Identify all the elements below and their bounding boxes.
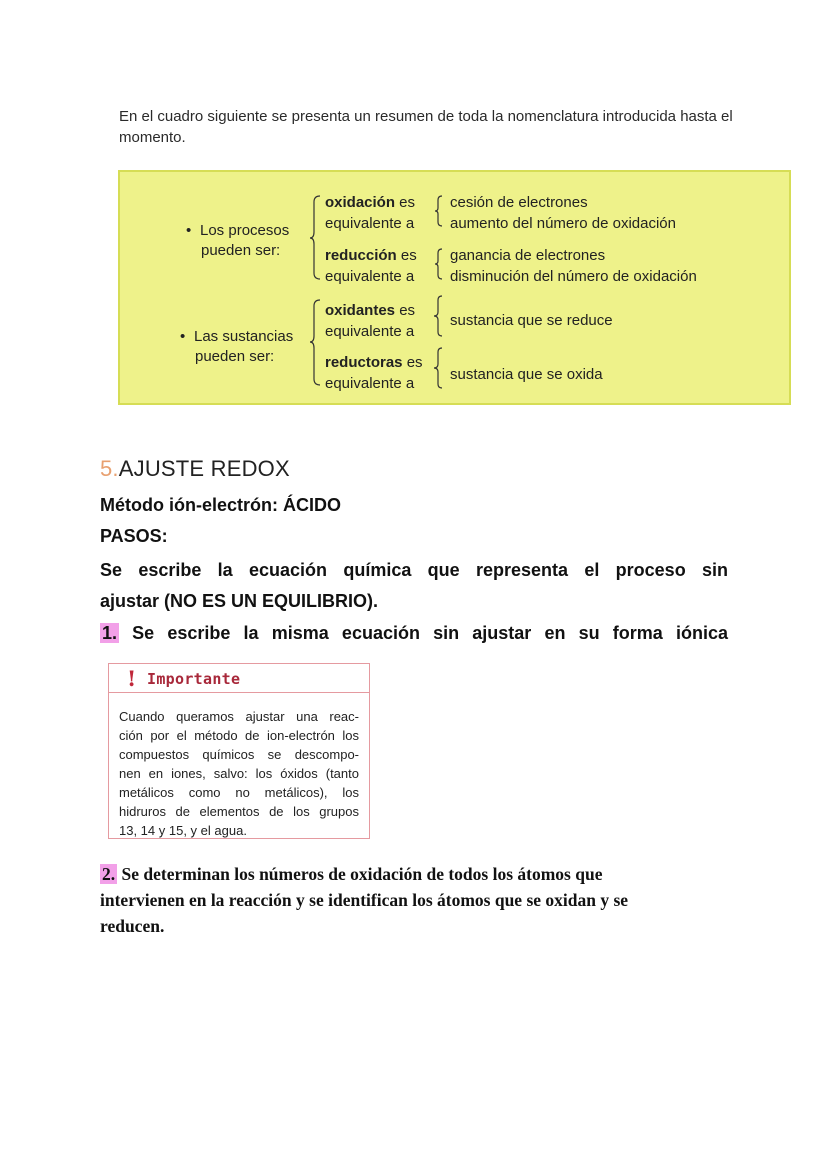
oxidant-definition: sustancia que se reduce <box>450 312 613 329</box>
reduction-definition <box>450 245 697 287</box>
method-heading: Método ión-electrón: ÁCIDO <box>100 495 341 515</box>
important-line: 13, 14 y 15, y el agua. <box>119 823 247 838</box>
substances-label-line: Las sustancias <box>194 328 294 345</box>
oxidation-word: oxidación <box>325 194 396 211</box>
substances-label-line: pueden ser: <box>195 348 275 365</box>
processes-label <box>186 221 290 261</box>
reduction-def-line: disminución del número de oxidación <box>450 268 697 285</box>
important-note-box <box>108 663 370 839</box>
section-title-text: AJUSTE REDOX <box>118 456 290 481</box>
nomenclature-summary-box <box>118 170 791 405</box>
important-line: hidruros de elementos de los grupos <box>119 804 359 819</box>
important-line: Cuando queramos ajustar una reac- <box>119 709 359 724</box>
important-header <box>109 664 369 693</box>
important-line: compuestos químicos se descompo- <box>119 747 359 762</box>
step0-line: Se escribe la ecuación química que representa el proceso sin <box>100 560 728 580</box>
step2-number: 2. <box>102 864 116 884</box>
intro-line: En el cuadro siguiente se presenta un resumen de toda la nomenclatura introducida hasta el <box>119 108 733 125</box>
oxidant-equiv: equivalente a <box>325 323 415 340</box>
brace-oxidant-def <box>434 296 442 336</box>
step2-paragraph <box>100 861 700 939</box>
oxidation-def-line: aumento del número de oxidación <box>450 215 676 232</box>
step1-number: 1. <box>102 623 118 643</box>
important-line: nen en iones, salvo: los óxidos (tanto <box>119 766 359 781</box>
reducer-definition: sustancia que se oxida <box>450 366 603 383</box>
exclamation-icon: ! <box>127 666 137 691</box>
intro-paragraph <box>119 106 809 148</box>
important-body <box>119 707 359 840</box>
oxidation-definition <box>450 192 676 234</box>
left-brace-processes <box>310 196 320 279</box>
reducer-word: reductoras <box>325 354 403 371</box>
reducer-term <box>325 352 423 394</box>
oxidation-term <box>325 192 415 234</box>
step2-text: Se determinan los números de oxidación de todos los átomos que <box>117 864 603 884</box>
left-brace-substances <box>310 300 320 385</box>
substances-label <box>180 327 294 367</box>
oxidant-word: oxidantes <box>325 302 396 319</box>
oxidation-suffix: es <box>395 194 416 211</box>
reducer-suffix: es <box>402 354 423 371</box>
brace-reduction-def <box>435 249 442 279</box>
important-line: metálicos como no metálicos), los <box>119 785 359 800</box>
processes-label-line: Los procesos <box>200 222 290 239</box>
important-line: ción por el método de ion-electrón los <box>119 728 359 743</box>
processes-label-line: pueden ser: <box>201 242 281 259</box>
intro-line: momento. <box>119 129 186 146</box>
section-number: 5. <box>100 456 119 481</box>
section-title <box>100 456 290 482</box>
steps-label: PASOS: <box>100 526 168 546</box>
step1-text: Se escribe la misma ecuación sin ajustar en su forma iónica <box>119 623 728 643</box>
important-title: Importante <box>147 670 241 688</box>
bullet-icon: • <box>186 222 192 239</box>
brace-reducer-def <box>434 348 442 388</box>
bullet-icon: • <box>180 328 186 345</box>
reduction-suffix: es <box>396 247 417 264</box>
oxidant-term <box>325 300 415 342</box>
reducer-equiv: equivalente a <box>325 375 415 392</box>
reduction-equiv: equivalente a <box>325 268 415 285</box>
oxidant-suffix: es <box>395 302 416 319</box>
oxidation-equiv: equivalente a <box>325 215 415 232</box>
oxidation-def-line: cesión de electrones <box>450 194 588 211</box>
step0-line: ajustar (NO ES UN EQUILIBRIO). <box>100 591 379 611</box>
reduction-term <box>325 245 417 287</box>
reduction-def-line: ganancia de electrones <box>450 247 606 264</box>
step2-line: intervienen en la reacción y se identifican los átomos que se oxidan y se <box>100 890 629 910</box>
step1-paragraph <box>100 618 728 649</box>
step2-line: reducen. <box>100 916 165 936</box>
brace-oxidation-def <box>435 196 442 226</box>
reduction-word: reducción <box>325 247 397 264</box>
